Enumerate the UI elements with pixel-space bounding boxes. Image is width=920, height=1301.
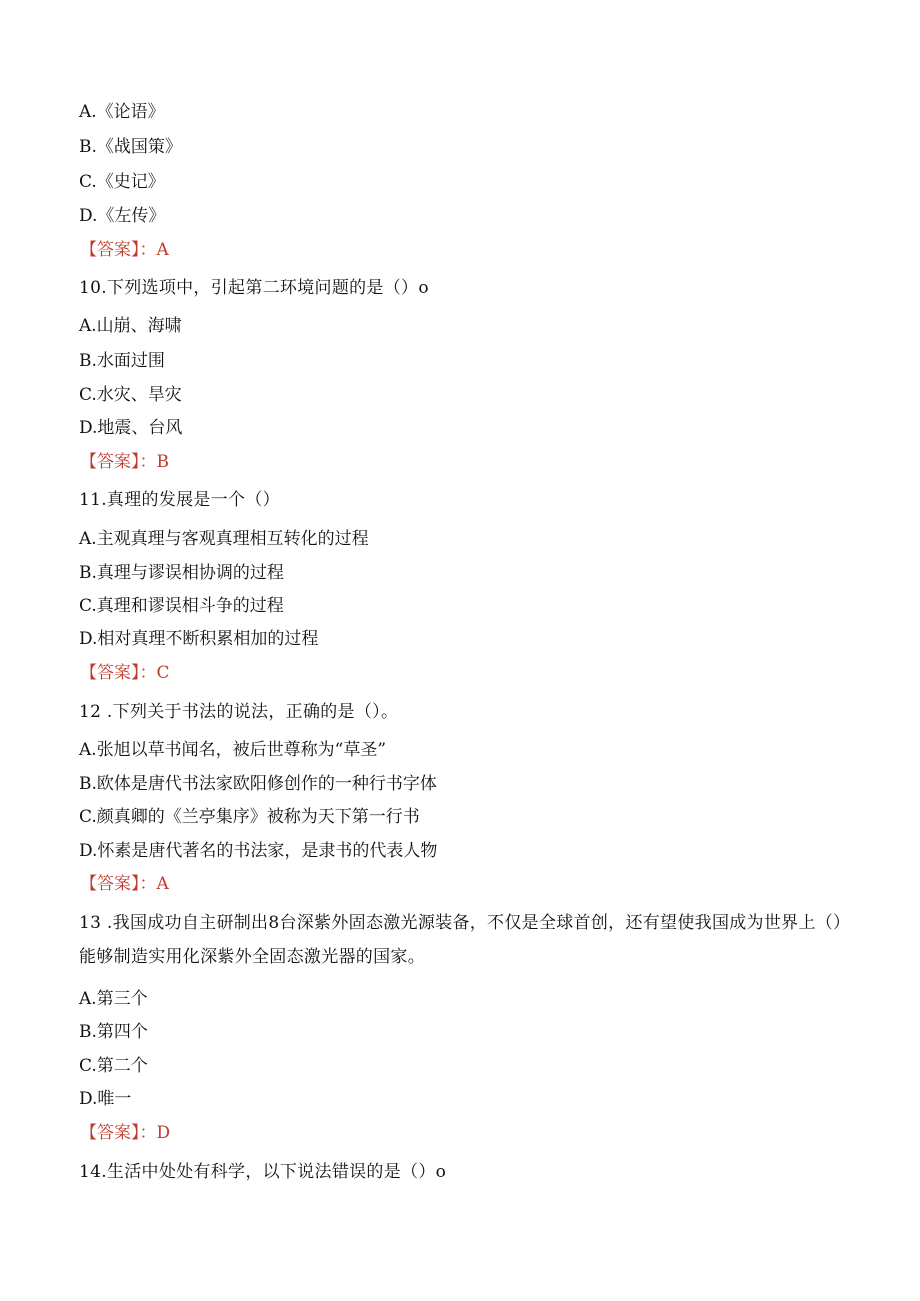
option-a: A.主观真理与客观真理相互转化的过程 — [79, 529, 369, 549]
option-a: A.《论语》 — [79, 102, 165, 122]
option-a: A.第三个 — [79, 989, 148, 1009]
option-c: C.水灾、旱灾 — [79, 385, 182, 405]
question-stem: 10.下列选项中，引起第二环境问题的是（）o — [79, 278, 429, 298]
option-d: D.地震、台风 — [79, 418, 183, 438]
option-c: C.真理和谬误相斗争的过程 — [79, 596, 284, 616]
option-b: B.欧体是唐代书法家欧阳修创作的一种行书字体 — [79, 774, 437, 794]
option-a: A.张旭以草书闻名，被后世尊称为“草圣” — [79, 740, 387, 760]
option-b: B.《战国策》 — [79, 137, 182, 157]
option-c: C.颜真卿的《兰亭集序》被称为天下第一行书 — [79, 807, 420, 827]
answer-line: 【答案】：A — [80, 240, 169, 260]
option-b: B.真理与谬误相协调的过程 — [79, 563, 284, 583]
answer-line: 【答案】：B — [80, 452, 169, 472]
option-a: A.山崩、海啸 — [79, 316, 182, 336]
option-c: C.第二个 — [79, 1056, 148, 1076]
option-d: D.怀素是唐代著名的书法家，是隶书的代表人物 — [79, 841, 438, 861]
answer-line: 【答案】：D — [80, 1123, 171, 1143]
option-d: D.唯一 — [79, 1089, 132, 1109]
option-d: D.相对真理不断积累相加的过程 — [79, 629, 319, 649]
option-b: B.第四个 — [79, 1022, 148, 1042]
question-stem: 11.真理的发展是一个（） — [79, 490, 280, 510]
option-d: D.《左传》 — [79, 206, 166, 226]
option-c: C.《史记》 — [79, 172, 165, 192]
answer-line: 【答案】：C — [80, 663, 170, 683]
question-stem: 12 .下列关于书法的说法，正确的是（）。 — [79, 702, 399, 722]
option-b: B.水面过围 — [79, 351, 165, 371]
question-stem: 14.生活中处处有科学，以下说法错误的是（）o — [79, 1162, 447, 1182]
answer-line: 【答案】：A — [80, 874, 169, 894]
question-stem: 13 .我国成功自主研制出8台深紫外固态激光源装备，不仅是全球首创，还有望使我国成为世界上（）能够制造实用化深紫外全固态激光器的国家。 — [79, 913, 842, 967]
